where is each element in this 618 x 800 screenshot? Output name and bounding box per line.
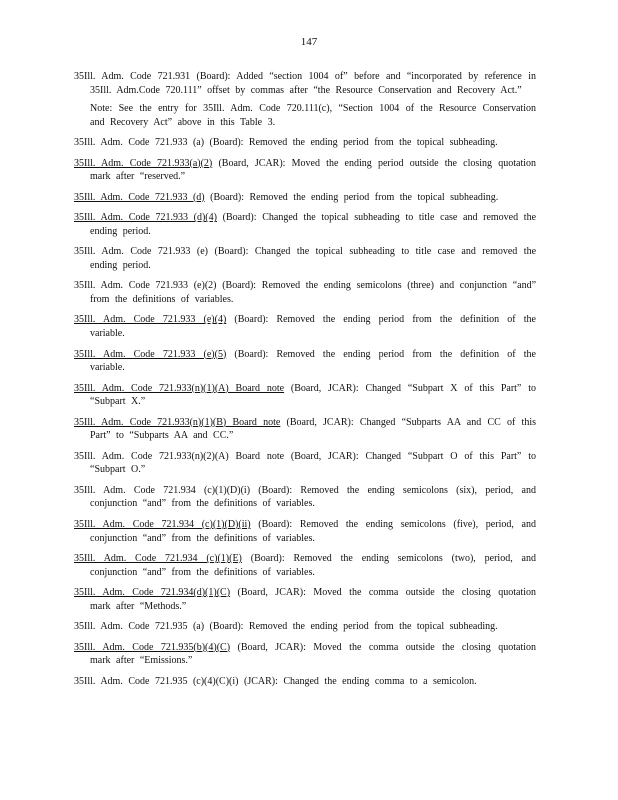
entry-citation: 35Ill. Adm. Code 721.934 (c)(1)(D)(i) [74, 484, 251, 496]
entry-721-933-n-1-b [74, 416, 536, 443]
entry-721-935-b-4-c [74, 641, 536, 668]
entry-text: (Board, JCAR): Changed “Subparts AA and CC of this Part” to “Subparts AA and CC.” [90, 416, 537, 442]
entry-721-933-e [74, 245, 536, 272]
entry-text: (Board): Removed the ending period from the definition of the variable. [90, 348, 536, 374]
entry-721-933-a [74, 136, 536, 150]
entry-citation: 35Ill. Adm. Code 721.934 (c)(1)(D)(ii) [74, 518, 251, 530]
entry-text: (Board): Removed the ending period from the topical subheading. [204, 137, 498, 149]
entry-text: (Board): Removed the ending period from the topical subheading. [204, 621, 498, 633]
entry-text: (Board): Removed the ending semicolons (six), period, and conjunction “and” from the definitions of variables. [90, 484, 536, 510]
entry-citation: 35Ill. Adm. Code 721.933 (a) [74, 137, 205, 149]
page-number: 147 [300, 36, 318, 48]
entry-citation: 35Ill. Adm. Code 721.933 (e)(4) [74, 314, 227, 326]
entry-citation: 35Ill. Adm. Code 721.935 (c)(4)(C)(i) [74, 675, 239, 687]
entry-721-933-a-2 [74, 157, 536, 184]
entry-citation: 35Ill. Adm. Code 721.934(d)(1)(C) [74, 587, 231, 599]
entry-721-934-c-1-d-ii [74, 518, 536, 545]
entry-text: (Board, JCAR): Changed “Subpart X of this Part” to “Subpart X.” [90, 382, 537, 408]
entry-721-933-e-5 [74, 348, 536, 375]
entry-text: (Board): Removed the ending semicolons (five), period, and conjunction “and” from the definitions of variables. [90, 518, 536, 544]
entry-citation: 35Ill. Adm. Code 721.933 (d)(4) [74, 212, 217, 224]
entry-text: (Board, JCAR): Moved the comma outside the closing quotation mark after “Methods.” [90, 587, 537, 612]
entry-note: Note: See the entry for 35Ill. Adm. Code 720.111(c), “Section 1004 of the Resource Conservation and Recovery Act” above in this Table 3. [90, 103, 536, 128]
entry-citation: 35Ill. Adm. Code 721.934 (c)(1)(E) [74, 552, 242, 564]
entry-citation: 35Ill. Adm. Code 721.933(n)(2)(A) Board note [74, 450, 285, 462]
entry-721-933-e-2 [74, 279, 536, 306]
entry-citation: 35Ill. Adm. Code 721.933 (d) [74, 191, 205, 203]
entry-721-933-n-2-a [74, 450, 536, 477]
entry-721-934-c-1-e [74, 552, 536, 579]
entry-citation: 35Ill. Adm. Code 721.933 (e)(2) [74, 280, 217, 292]
entry-text: (JCAR): Changed the ending comma to a semicolon. [238, 675, 477, 687]
entry-citation: 35Ill. Adm. Code 721.933(n)(1)(B) Board note [74, 416, 281, 428]
entry-citation: 35Ill. Adm. Code 721.933 (e)(5) [74, 348, 227, 360]
entry-721-933-e-4 [74, 313, 536, 340]
entry-text: (Board, JCAR): Moved the ending period outside the closing quotation mark after “reserved.” [90, 157, 537, 183]
entry-721-933-d [74, 191, 536, 205]
entry-721-935-c-4-c-i [74, 675, 536, 689]
entry-721-934-c-1-d-i [74, 484, 536, 511]
entry-721-933-n-1-a [74, 382, 536, 409]
amendments-table-body [74, 70, 536, 695]
entry-citation: 35Ill. Adm. Code 721.935 (a) [74, 621, 205, 633]
entry-text: (Board): Removed the ending period from the topical subheading. [204, 191, 499, 203]
entry-721-933-d-4 [74, 211, 536, 238]
entry-721-931: 35Ill. Adm. Code 721.931 (Board): Added “section 1004 of” before and “incorporated by reference in 35Ill. Adm.Code 720.111” offset by commas after “the Resource Conservation and Recovery Act.” [74, 71, 536, 96]
entry-citation: 35Ill. Adm. Code 721.933 (e) [74, 246, 209, 258]
entry-text: (Board): Removed the ending semicolons (two), period, and conjunction “and” from the definitions of variables. [90, 552, 536, 578]
entry-text: (Board): Removed the ending semicolons (three) and conjunction “and” from the definitions of variables. [90, 280, 537, 305]
entry-citation: 35Ill. Adm. Code 721.935(b)(4)(C) [74, 641, 231, 653]
entry-text: (Board): Changed the topical subheading to title case and removed the ending period. [90, 246, 537, 271]
entry-text: (Board): Changed the topical subheading to title case and removed the ending period. [90, 212, 537, 237]
entry-citation: 35Ill. Adm. Code 721.933(a)(2) [74, 157, 213, 169]
entry-citation: 35Ill. Adm. Code 721.933(n)(1)(A) Board note [74, 382, 285, 394]
entry-text: (Board): Removed the ending period from the definition of the variable. [90, 314, 536, 340]
entry-721-935-a [74, 620, 536, 634]
entry-721-934-d-1-c [74, 586, 536, 613]
entry-text: (Board, JCAR): Changed “Subpart O of this Part” to “Subpart O.” [90, 450, 537, 476]
entry-text: (Board, JCAR): Moved the comma outside the closing quotation mark after “Emissions.” [90, 641, 537, 667]
